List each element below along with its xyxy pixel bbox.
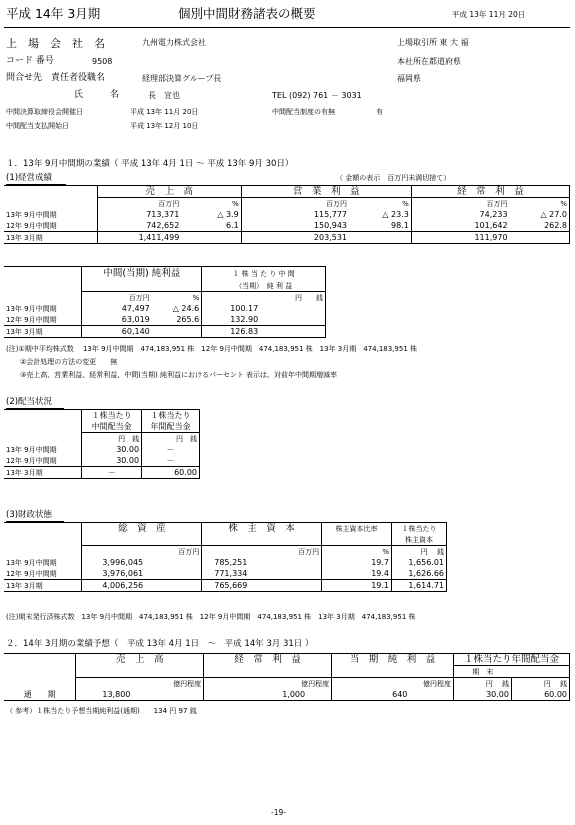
row-label: 13年 3月期: [4, 580, 82, 592]
page-number: -19-: [271, 808, 286, 817]
cell: 1,614.71: [392, 580, 447, 592]
cell: 742,652: [97, 220, 181, 232]
dividend-table: [4, 409, 200, 479]
col-annual-div-1: １株当たり: [142, 410, 200, 422]
unit: 百万円: [241, 198, 349, 210]
cell: △ 27.0: [510, 209, 570, 220]
cell: 63,019: [82, 314, 152, 326]
col-forecast-dividend: １株当たり年間配当金: [454, 654, 570, 666]
net-income-table: [4, 266, 326, 338]
exchange-info: 上場取引所 東 大 福: [397, 38, 469, 47]
row-label: 12年 9月中間期: [4, 455, 82, 467]
unit: 百万円: [82, 546, 202, 558]
col-eps-2: （当期） 純 利 益: [202, 280, 326, 292]
note-3: ③売上高、営業利益、経常利益、中間(当期) 純利益におけるパーセント 表示は、対前年中間期増減率: [20, 371, 338, 379]
financial-position-table: [4, 522, 447, 592]
col-sales: 売 上 高: [97, 186, 241, 198]
cell: 1,656.01: [392, 557, 447, 568]
row-label: 12年 9月中間期: [4, 568, 82, 580]
dividend-pay-label: 中間配当支払開始日: [6, 122, 69, 130]
unit: 百万円: [202, 546, 322, 558]
unit-note: （ 金額の表示 百万円未満切捨て）: [336, 174, 451, 182]
section2-heading: (2)配当状況: [6, 397, 53, 407]
code-label: コード 番号: [6, 56, 54, 66]
col-bps-2: 株主資本: [392, 534, 447, 546]
hq-label: 本社所在都道府県: [397, 57, 461, 66]
cell: 785,251: [202, 557, 322, 568]
row-label: 13年 9月中間期: [6, 304, 57, 313]
cell: 47,497: [82, 303, 152, 314]
row-label: 12年 9月中間期: [4, 220, 97, 232]
section3-heading: (3)財政状態: [6, 510, 53, 520]
cell: 13,800: [76, 689, 204, 701]
cell: 132.90: [202, 314, 326, 326]
row-label: 通 期: [4, 689, 76, 701]
company-name-label: 上 場 会 社 名: [6, 37, 105, 50]
section4-heading: ２．14年 3月期の業績予想（ 平成 13年 4月 1日 ～ 平成 14年 3月 31日 ）: [6, 639, 314, 649]
unit: %: [322, 546, 392, 558]
col-annual-div-2: 年間配当金: [142, 421, 200, 433]
cell: 765,669: [202, 580, 322, 592]
col-forecast-ordinary: 経 常 利 益: [204, 654, 332, 666]
unit: 億円程度: [76, 678, 204, 690]
col-operating-income: 営 業 利 益: [241, 186, 411, 198]
cell: 126.83: [202, 326, 326, 338]
col-forecast-sales: 売 上 高: [76, 654, 204, 666]
report-date: 平成 13年 11月 20日: [452, 10, 526, 19]
cell: 713,371: [97, 209, 181, 220]
col-net-income: 中間(当期) 純利益: [82, 267, 202, 281]
cell: 19.1: [322, 580, 392, 592]
unit: 円 銭: [392, 546, 447, 558]
section1-heading: １．13年 9月中間期の業績（ 平成 13年 4月 1日 ～ 平成 13年 9月 30日）: [6, 159, 294, 169]
row-label: 13年 9月中間期: [6, 210, 57, 219]
cell: 1,000: [204, 689, 332, 701]
cell: 4,006,256: [82, 580, 202, 592]
cell: 19.7: [322, 557, 392, 568]
cell: 101,642: [411, 220, 509, 232]
unit: %: [510, 198, 570, 210]
cell: 60.00: [511, 689, 569, 701]
cell: 771,334: [202, 568, 322, 580]
cell: 1,411,499: [97, 232, 181, 244]
cell: 100.17: [202, 303, 326, 314]
cell: 1,626.66: [392, 568, 447, 580]
contact-label: 問合せ先 責任者役職名: [6, 73, 106, 83]
unit: 円 銭: [454, 678, 512, 690]
interim-dividend-label: 中間配当制度の有無: [272, 108, 335, 116]
row-label: 13年 9月中間期: [6, 558, 57, 567]
unit: 億円程度: [204, 678, 332, 690]
unit: 百万円: [82, 292, 152, 304]
cell: 74,233: [411, 209, 509, 220]
cell: △ 23.3: [382, 209, 409, 219]
col-bps-1: １株当たり: [392, 523, 447, 535]
col-forecast-div-end: 期 末: [454, 666, 512, 678]
unit: 億円程度: [332, 678, 454, 690]
operating-results-table: [4, 185, 570, 244]
cell: 111,970: [411, 232, 509, 244]
board-meeting-date: 平成 13年 11月 20日: [130, 108, 199, 116]
person-label: 氏 名: [74, 90, 120, 100]
note-1: (注)①期中平均株式数 13年 9月中間期 474,183,951 株 12年 9月中間期 474,183,951 株 13年 3月期 474,183,951 株: [6, 345, 417, 353]
note-2: ②会計処理の方法の変更 無: [20, 358, 118, 366]
cell: 30.00: [82, 444, 142, 455]
cell: 3,976,061: [82, 568, 202, 580]
cell: 115,777: [241, 209, 349, 220]
cell: 262.8: [510, 220, 570, 232]
cell: 30.00: [82, 455, 142, 467]
col-equity-ratio: 株主資本比率: [322, 523, 392, 535]
cell: 265.6: [152, 314, 202, 326]
forecast-table: [4, 653, 570, 701]
cell: 30.00: [454, 689, 512, 701]
company-name: 九州電力株式会社: [142, 38, 206, 47]
unit: %: [402, 199, 409, 208]
cell: －: [82, 467, 142, 479]
cell: 19.4: [322, 568, 392, 580]
board-meeting-label: 中間決算取締役会開催日: [6, 108, 83, 116]
row-label: 13年 3月期: [4, 467, 82, 479]
unit: 円 銭: [82, 433, 142, 445]
telephone: TEL (092) 761 － 3031: [272, 91, 362, 100]
dividend-pay-date: 平成 13年 12月 10日: [130, 122, 199, 130]
section1-sub: (1)経営成績: [6, 173, 53, 183]
col-interim-div-2: 中間配当金: [82, 421, 142, 433]
unit: 百万円: [411, 198, 509, 210]
report-period-title: 平成 14年 3月期: [6, 6, 101, 21]
cell: －: [142, 455, 200, 467]
cell: 203,531: [241, 232, 349, 244]
contact-title: 経理部決算グループ長: [142, 74, 222, 83]
col-interim-div-1: １株当たり: [82, 410, 142, 422]
row-label: 13年 3月期: [4, 326, 82, 338]
shares-note: (注)期末発行済株式数 13年 9月中間期 474,183,951 株 12年 9月中間期 474,183,951 株 13年 3月期 474,183,951 株: [6, 613, 416, 621]
unit: 円 銭: [511, 678, 569, 690]
person-name: 長 宣也: [148, 91, 180, 100]
unit: 円 銭: [202, 292, 326, 304]
unit: 円 銭: [142, 433, 200, 445]
cell: 60,140: [82, 326, 152, 338]
row-label: 12年 9月中間期: [4, 314, 82, 326]
cell: 640: [332, 689, 454, 701]
col-ordinary-income: 経 常 利 益: [411, 186, 569, 198]
cell: 60.00: [142, 467, 200, 479]
cell: △ 24.6: [172, 303, 200, 313]
cell: 3,996,045: [82, 557, 202, 568]
reference-note: （ 参考）１株当たり予想当期純利益(通期) 134 円 97 銭: [6, 707, 197, 715]
header-rule: [4, 27, 570, 28]
unit: %: [192, 293, 200, 302]
cell: 6.1: [181, 220, 241, 232]
cell: △ 3.9: [217, 209, 239, 219]
cell: 98.1: [349, 220, 411, 232]
interim-dividend-value: 有: [376, 108, 383, 116]
col-forecast-net: 当 期 純 利 益: [332, 654, 454, 666]
row-label: 13年 3月期: [4, 232, 97, 244]
cell: 150,943: [241, 220, 349, 232]
col-eps-1: １ 株 当 た り 中 間: [202, 267, 326, 281]
report-title: 個別中間財務諸表の概要: [178, 6, 316, 21]
col-total-assets: 総 資 産: [82, 523, 202, 535]
col-equity: 株 主 資 本: [202, 523, 322, 535]
row-label: 13年 9月中間期: [6, 445, 57, 454]
code-value: 9508: [92, 57, 113, 66]
unit: %: [232, 199, 239, 208]
cell: －: [142, 444, 200, 455]
unit: 百万円: [97, 198, 181, 210]
prefecture: 福岡県: [397, 74, 421, 83]
